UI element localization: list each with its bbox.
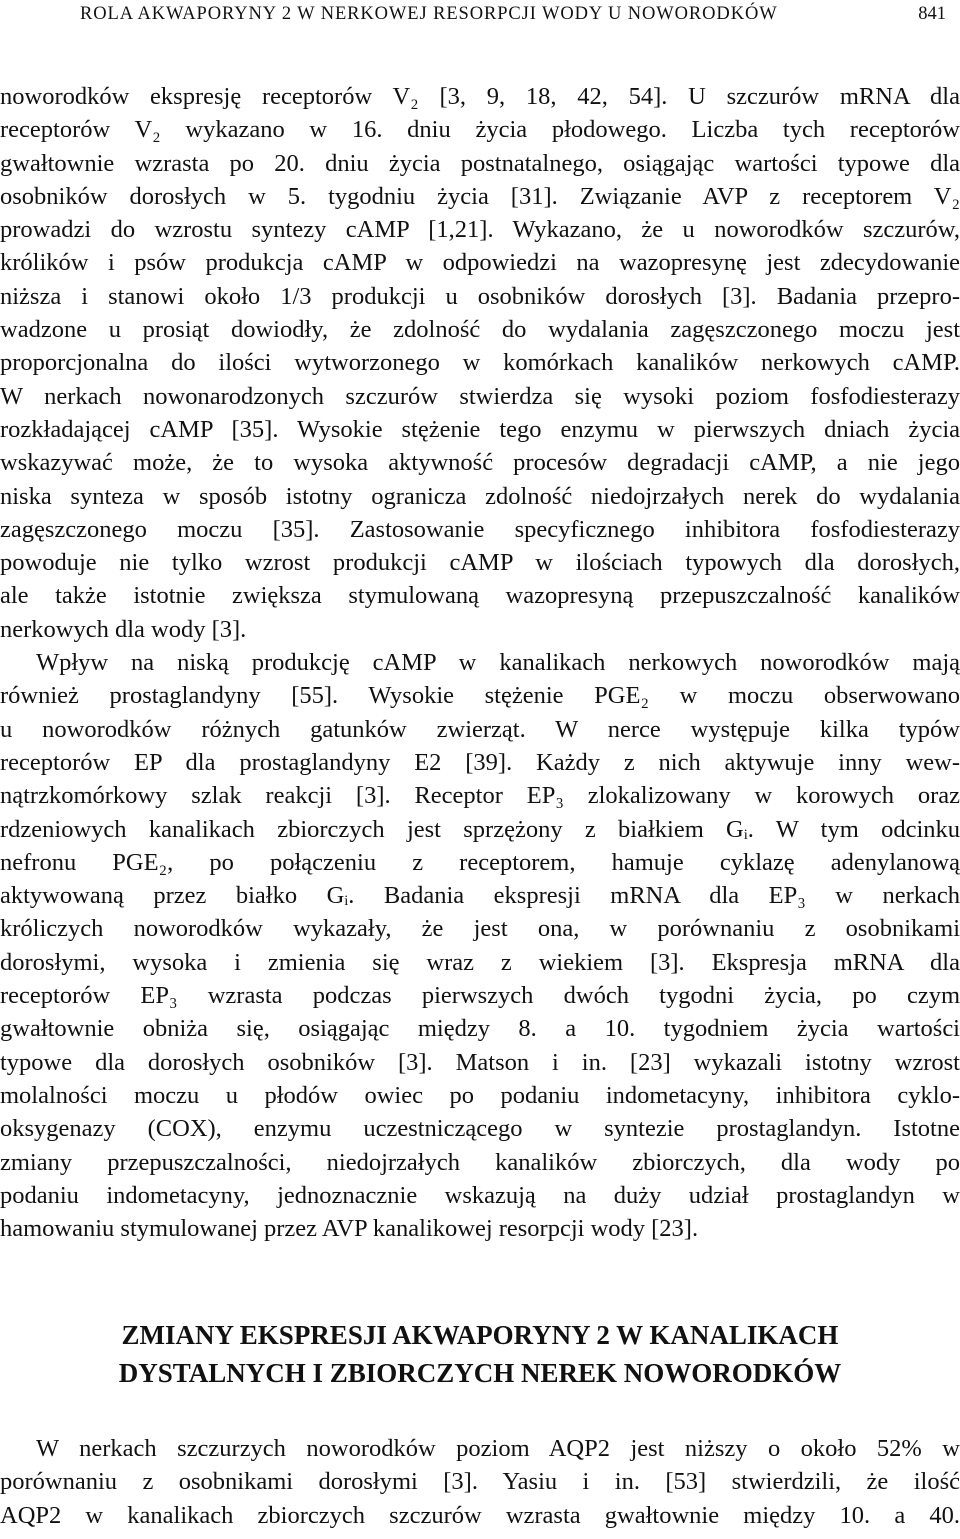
text-line: typowe dla dorosłych osobników [3]. Matson i in. [23] wykazali istotny wzrost <box>0 1048 960 1076</box>
text-line: gwałtownie obniża się, osiągając między 8. a 10. tygodniem życia wartości <box>0 1015 960 1043</box>
text-line: królików i psów produkcja cAMP w odpowiedzi na wazopresynę jest zdecydowanie <box>0 249 960 277</box>
text-line: molalności moczu u płodów owiec po podaniu indometacyny, inhibitora cyklo- <box>0 1081 960 1109</box>
text-line: również prostaglandyny [55]. Wysokie stężenie PGE₂ w moczu obserwowano <box>0 682 960 710</box>
text-line: prowadzi do wzrostu syntezy cAMP [1,21]. Wykazano, że u noworodków szczurów, <box>0 216 960 244</box>
text-line: niska synteza w sposób istotny ogranicza zdolność niedojrzałych nerek do wydalania <box>0 482 960 510</box>
section-body-text <box>0 1432 960 1532</box>
text-line: receptorów V₂ wykazano w 16. dniu życia płodowego. Liczba tych receptorów <box>0 116 960 144</box>
text-line: powoduje nie tylko wzrost produkcji cAMP w ilościach typowych dla dorosłych, <box>0 549 960 577</box>
text-line: W nerkach szczurzych noworodków poziom AQP2 jest niższy o około 52% w <box>36 1435 960 1462</box>
text-line: oksygenazy (COX), enzymu uczestniczącego w syntezie prostaglandyn. Istotne <box>0 1115 960 1143</box>
text-line: króliczych noworodków wykazały, że jest ona, w porównaniu z osobnikami <box>0 915 960 943</box>
section-heading-line: DYSTALNYCH I ZBIORCZYCH NEREK NOWORODKÓW <box>118 1358 842 1388</box>
text-line: u noworodków różnych gatunków zwierząt. W nerce występuje kilka typów <box>0 715 960 743</box>
text-line: nątrzkomórkowy szlak reakcji [3]. Receptor EP₃ zlokalizowany w korowych oraz <box>0 782 960 810</box>
text-line: nerkowych dla wody [3]. <box>0 615 247 643</box>
text-line: receptorów EP dla prostaglandyny E2 [39]. Każdy z nich aktywuje inny wew- <box>0 748 960 776</box>
text-line: proporcjonalna do ilości wytworzonego w komórkach kanalików nerkowych cAMP. <box>0 349 960 377</box>
text-line: AQP2 w kanalikach zbiorczych szczurów wzrasta gwałtownie między 10. a 40. <box>0 1501 960 1529</box>
text-line: wadzone u prosiąt dowiodły, że zdolność do wydalania zagęszczonego moczu jest <box>0 316 960 344</box>
text-line: aktywowaną przez białko Gᵢ. Badania ekspresji mRNA dla EP₃ w nerkach <box>0 882 960 910</box>
text-line: niższa i stanowi około 1/3 produkcji u osobników dorosłych [3]. Badania przepro- <box>0 282 960 310</box>
text-line: rozkładającej cAMP [35]. Wysokie stężenie tego enzymu w pierwszych dniach życia <box>0 415 960 443</box>
text-line: zagęszczonego moczu [35]. Zastosowanie specyficznego inhibitora fosfodiesterazy <box>0 515 960 543</box>
text-line: podaniu indometacyny, jednoznacznie wskazują na duży udział prostaglandyn w <box>0 1181 960 1209</box>
text-line: wskazywać może, że to wysoka aktywność procesów degradacji cAMP, a nie jego <box>0 449 960 477</box>
running-header <box>0 4 960 30</box>
text-line: hamowaniu stymulowanej przez AVP kanalikowej resorpcji wody [23]. <box>0 1215 699 1243</box>
page-number: 841 <box>918 4 946 24</box>
section-heading-line: ZMIANY EKSPRESJI AKWAPORYNY 2 W KANALIKACH <box>121 1320 839 1350</box>
text-line: dorosłymi, wysoka i zmienia się wraz z wiekiem [3]. Ekspresja mRNA dla <box>0 948 960 976</box>
text-line: zmiany przepuszczalności, niedojrzałych kanalików zbiorczych, dla wody po <box>0 1148 960 1176</box>
text-line: porównaniu z osobnikami dorosłymi [3]. Yasiu i in. [53] stwierdzili, że ilość <box>0 1468 960 1496</box>
text-line: Wpływ na niską produkcję cAMP w kanalikach nerkowych noworodków mają <box>36 649 960 677</box>
body-text <box>0 80 960 1245</box>
text-line: gwałtownie wzrasta po 20. dniu życia postnatalnego, osiągając wartości typowe dla <box>0 149 960 177</box>
text-line: receptorów EP₃ wzrasta podczas pierwszych dwóch tygodni życia, po czym <box>0 982 960 1010</box>
text-line: W nerkach nowonarodzonych szczurów stwierdza się wysoki poziom fosfodiesterazy <box>0 382 960 410</box>
text-line: rdzeniowych kanalikach zbiorczych jest sprzężony z białkiem Gᵢ. W tym odcinku <box>0 815 960 843</box>
text-line: ale także istotnie zwiększa stymulowaną wazopresyną przepuszczalność kanalików <box>0 582 960 610</box>
text-line: noworodków ekspresję receptorów V₂ [3, 9, 18, 42, 54]. U szczurów mRNA dla <box>0 83 960 110</box>
running-title: ROLA AKWAPORYNY 2 W NERKOWEJ RESORPCJI WODY U NOWORODKÓW <box>80 4 778 24</box>
text-line: osobników dorosłych w 5. tygodniu życia [31]. Związanie AVP z receptorem V₂ <box>0 182 960 210</box>
text-line: nefronu PGE₂, po połączeniu z receptorem, hamuje cyklazę adenylanową <box>0 848 960 876</box>
section-heading <box>0 1316 960 1392</box>
